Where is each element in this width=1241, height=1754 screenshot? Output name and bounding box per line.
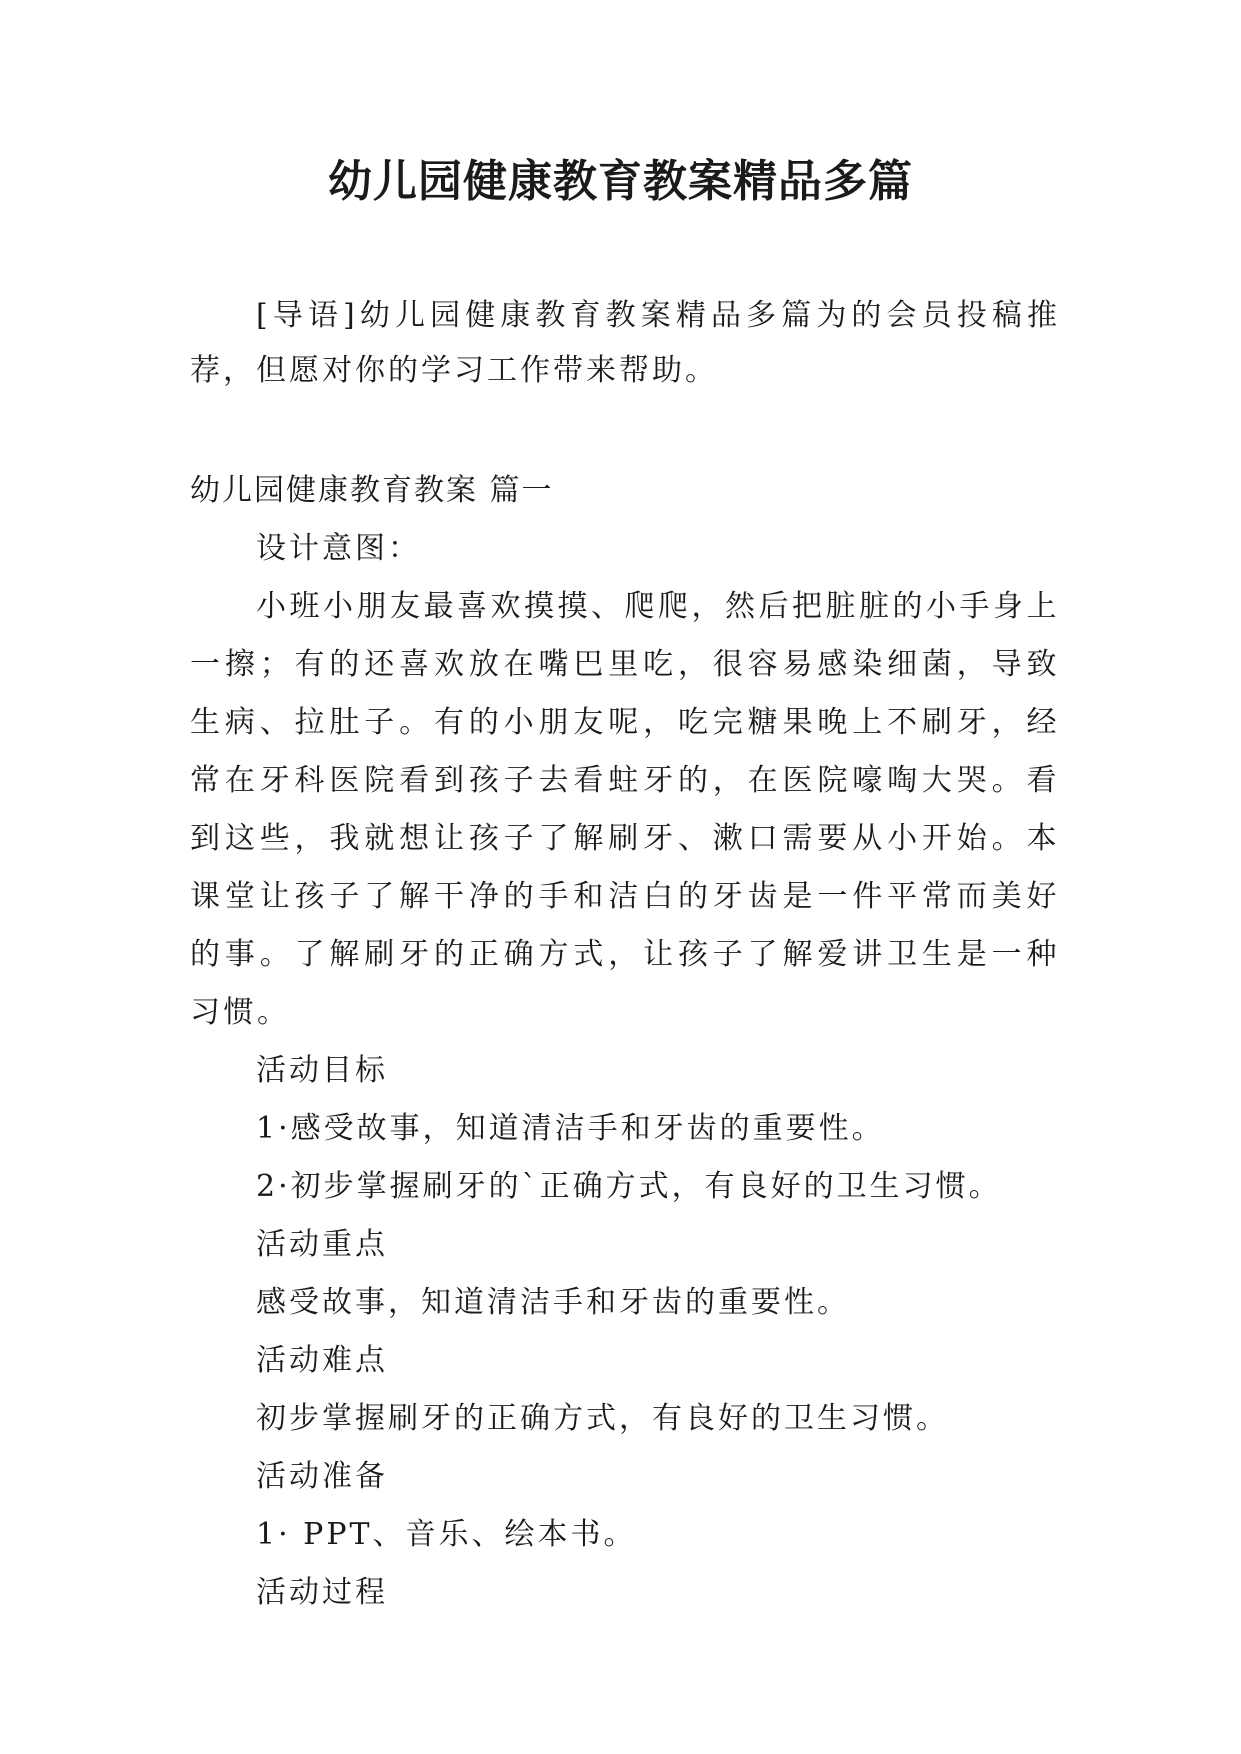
goal-item-2: 2·初步掌握刷牙的`正确方式，有良好的卫生习惯。: [256, 1169, 1002, 1204]
activity-key-label: 活动重点: [256, 1227, 388, 1262]
activity-prep-label: 活动准备: [256, 1459, 388, 1494]
design-intent-paragraph: 小班小朋友最喜欢摸摸、爬爬，然后把脏脏的小手身上一擦；有的还喜欢放在嘴巴里吃，很容易感染细菌，导致生病、拉肚子。有的小朋友呢，吃完糖果晚上不刷牙，经常在牙科医院看到孩子去看蛀牙的，在医院嚎啕大哭。看到这些，我就想让孩子了解刷牙、漱口需要从小开始。本课堂让孩子了解干净的手和洁白的牙齿是一件平常而美好的事。了解刷牙的正确方式，让孩子了解爱讲卫生是一种习惯。: [190, 589, 1060, 1030]
activity-goals-label: 活动目标: [256, 1053, 388, 1088]
activity-process-label: 活动过程: [256, 1575, 388, 1610]
activity-key-text: 感受故事，知道清洁手和牙齿的重要性。: [256, 1285, 850, 1320]
activity-difficulty-label: 活动难点: [256, 1343, 388, 1378]
goal-item-1: 1·感受故事，知道清洁手和牙齿的重要性。: [256, 1111, 885, 1146]
document-title: 幼儿园健康教育教案精品多篇: [328, 156, 913, 207]
prep-item-1: 1· PPT、音乐、绘本书。: [256, 1517, 637, 1552]
intro-paragraph: [导语]幼儿园健康教育教案精品多篇为的会员投稿推荐，但愿对你的学习工作带来帮助。: [190, 298, 1060, 388]
lesson-body: [190, 520, 1060, 1622]
design-intent-label: 设计意图：: [256, 531, 421, 566]
activity-difficulty-text: 初步掌握刷牙的正确方式，有良好的卫生习惯。: [256, 1401, 949, 1436]
section-heading: 幼儿园健康教育教案 篇一: [190, 473, 554, 508]
